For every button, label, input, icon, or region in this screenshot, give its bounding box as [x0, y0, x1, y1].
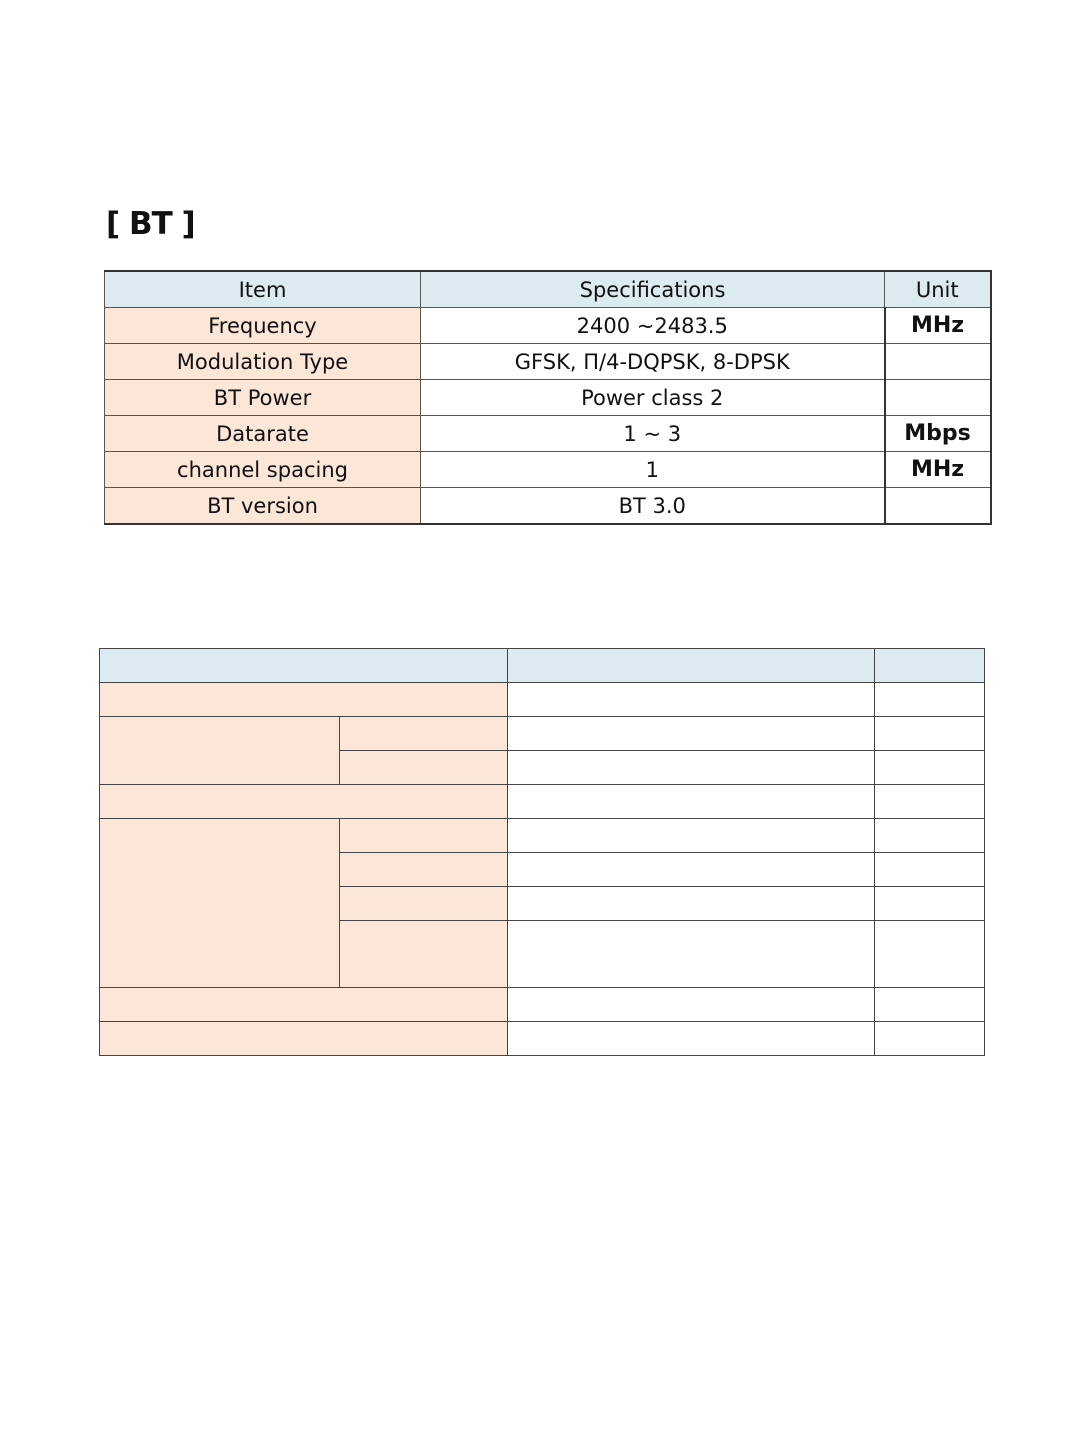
table-row [100, 1022, 985, 1056]
spec-cell: BT 3.0 [421, 488, 885, 525]
item-cell: Datarate [105, 416, 421, 452]
empty-header-cell [100, 649, 508, 683]
spec-cell: GFSK, Π/4-DQPSK, 8-DPSK [421, 344, 885, 380]
unit-cell [885, 344, 991, 380]
item-cell: Modulation Type [105, 344, 421, 380]
table-row [105, 380, 991, 416]
empty-subitem-cell [340, 853, 508, 887]
empty-unit-cell [875, 683, 985, 717]
item-cell: channel spacing [105, 452, 421, 488]
empty-unit-cell [875, 717, 985, 751]
empty-item-cell [100, 1022, 508, 1056]
empty-subitem-cell [340, 717, 508, 751]
empty-subitem-cell [340, 751, 508, 785]
spec-cell: 1 [421, 452, 885, 488]
empty-spec-cell [508, 921, 875, 988]
item-cell: Frequency [105, 308, 421, 344]
empty-header-cell [508, 649, 875, 683]
empty-spec-cell [508, 887, 875, 921]
empty-unit-cell [875, 785, 985, 819]
spec-cell: 1 ~ 3 [421, 416, 885, 452]
empty-spec-table [99, 648, 985, 1056]
bt-spec-table [104, 270, 992, 525]
empty-spec-cell [508, 717, 875, 751]
header-unit: Unit [885, 271, 991, 308]
empty-unit-cell [875, 921, 985, 988]
empty-spec-cell [508, 819, 875, 853]
table-row [105, 452, 991, 488]
empty-spec-cell [508, 683, 875, 717]
table-row [105, 344, 991, 380]
spec-cell: Power class 2 [421, 380, 885, 416]
empty-unit-cell [875, 751, 985, 785]
table-header-row [100, 649, 985, 683]
unit-cell: MHz [885, 452, 991, 488]
table-row [100, 717, 985, 751]
empty-item-cell [100, 683, 508, 717]
unit-cell [885, 488, 991, 525]
empty-spec-cell [508, 751, 875, 785]
unit-cell: MHz [885, 308, 991, 344]
table-header-row [105, 271, 991, 308]
empty-unit-cell [875, 1022, 985, 1056]
empty-spec-cell [508, 1022, 875, 1056]
empty-unit-cell [875, 853, 985, 887]
empty-group-cell [100, 819, 340, 988]
empty-item-cell [100, 785, 508, 819]
empty-group-cell [100, 717, 340, 785]
header-specifications: Specifications [421, 271, 885, 308]
empty-spec-cell [508, 853, 875, 887]
empty-item-cell [100, 988, 508, 1022]
empty-subitem-cell [340, 819, 508, 853]
table-row [105, 308, 991, 344]
header-item: Item [105, 271, 421, 308]
table-row [105, 416, 991, 452]
unit-cell [885, 380, 991, 416]
empty-subitem-cell [340, 921, 508, 988]
table-row [100, 683, 985, 717]
empty-spec-cell [508, 988, 875, 1022]
table-row [100, 988, 985, 1022]
empty-unit-cell [875, 819, 985, 853]
table-row [105, 488, 991, 525]
empty-subitem-cell [340, 887, 508, 921]
table-row [100, 785, 985, 819]
section-title: [ BT ] [106, 206, 195, 242]
spec-cell: 2400 ~2483.5 [421, 308, 885, 344]
unit-cell: Mbps [885, 416, 991, 452]
empty-header-cell [875, 649, 985, 683]
empty-unit-cell [875, 988, 985, 1022]
item-cell: BT version [105, 488, 421, 525]
empty-unit-cell [875, 887, 985, 921]
empty-spec-cell [508, 785, 875, 819]
item-cell: BT Power [105, 380, 421, 416]
table-row [100, 819, 985, 853]
